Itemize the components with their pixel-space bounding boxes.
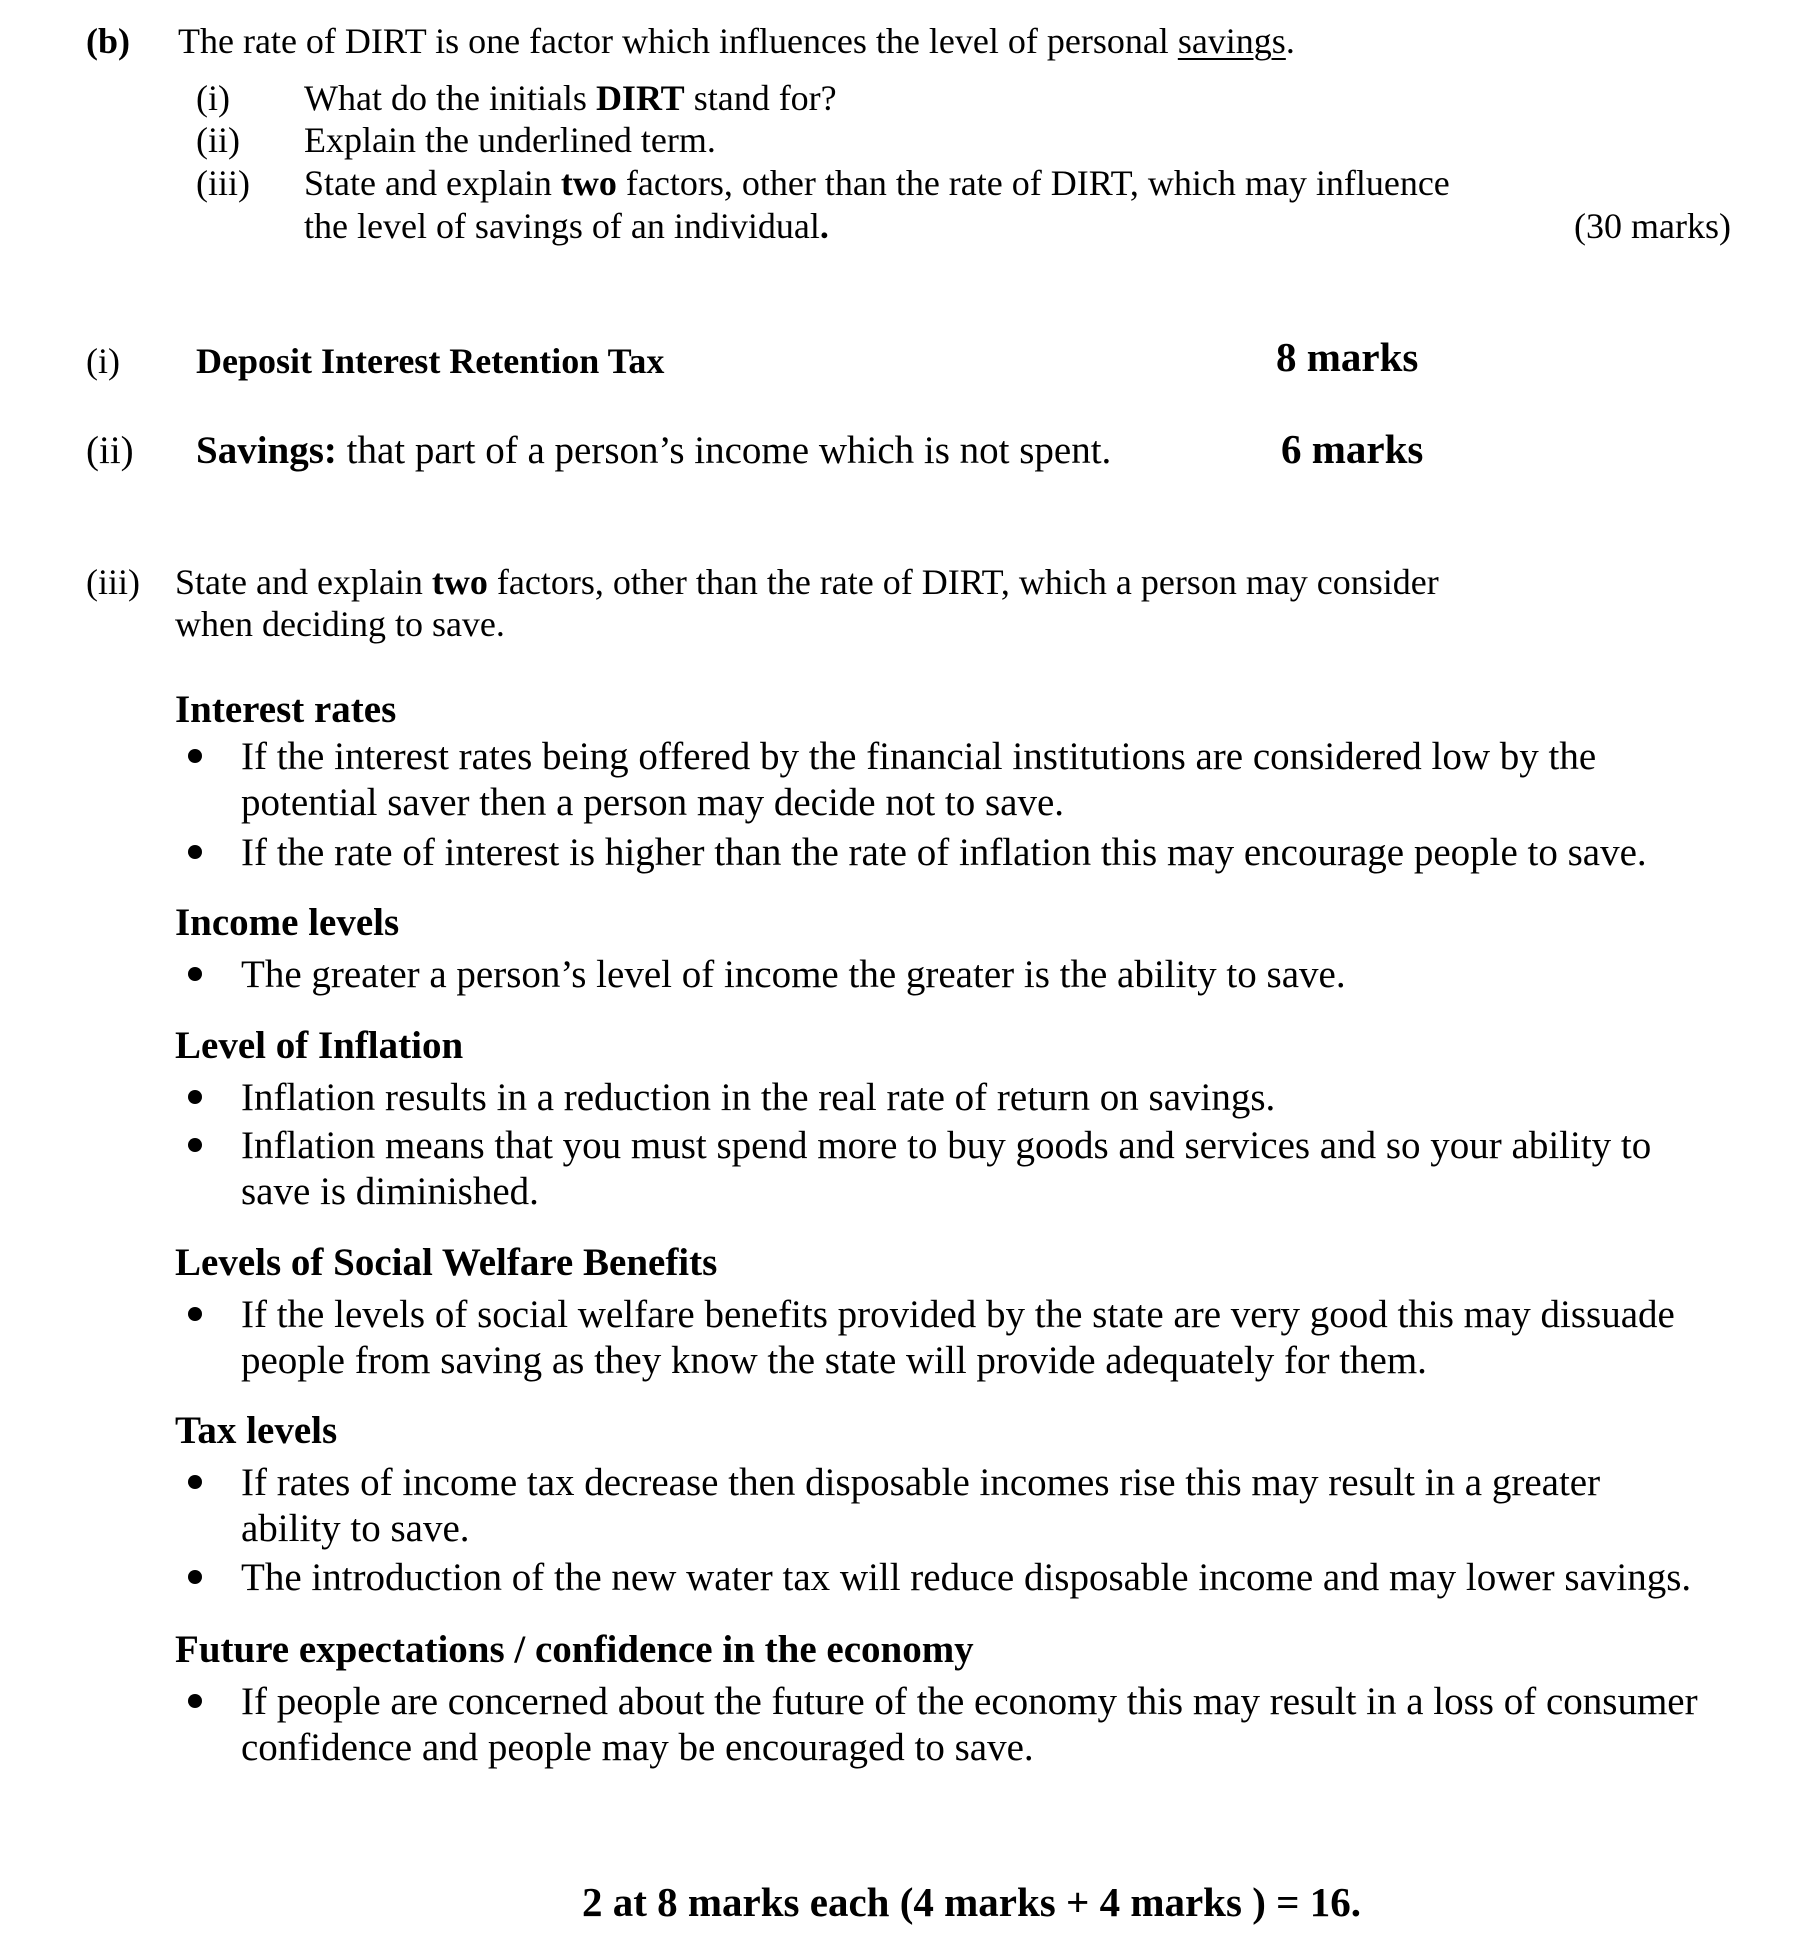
question-stem-pre: The rate of DIRT is one factor which influences the level of personal (178, 21, 1178, 61)
answer-i-number: (i) (86, 341, 120, 381)
answer-ii-text (196, 428, 1111, 473)
part-ii-text: Explain the underlined term. (304, 120, 716, 160)
answer-iii-number: (iii) (86, 562, 140, 602)
factor-bullet-text: Inflation means that you must spend more to buy goods and services and so your ability to (241, 1124, 1652, 1167)
marking-scheme: 2 at 8 marks each (4 marks + 4 marks ) = 16. (582, 1879, 1361, 1925)
bullet-icon (188, 1570, 202, 1584)
part-i-text (304, 77, 837, 119)
factor-heading: Tax levels (175, 1409, 338, 1452)
factor-bullet-text: If the interest rates being offered by the financial institutions are considered low by the (241, 735, 1597, 778)
bullet-icon (188, 1138, 202, 1152)
part-iii-number: (iii) (196, 163, 250, 203)
factor-bullet-text: Inflation results in a reduction in the real rate of return on savings. (241, 1076, 1276, 1119)
answer-i-text: Deposit Interest Retention Tax (196, 341, 665, 381)
part-iii-line2-text: the level of savings of an individual (304, 206, 820, 246)
factor-bullet-text: The introduction of the new water tax will reduce disposable income and may lower savings. (241, 1556, 1692, 1599)
factor-bullet-text: If the rate of interest is higher than the rate of inflation this may encourage people to save. (241, 831, 1647, 874)
bullet-icon (188, 749, 202, 763)
bullet-icon (188, 1694, 202, 1708)
part-ii-number: (ii) (196, 120, 240, 160)
part-iii-text (304, 162, 1450, 204)
answer-ii-marks: 6 marks (1281, 426, 1424, 472)
factor-bullet-text: people from saving as they know the state will provide adequately for them. (241, 1339, 1427, 1382)
part-i-bold: DIRT (595, 78, 685, 118)
part-iii-line2 (304, 205, 829, 247)
factor-heading: Income levels (175, 901, 400, 944)
factor-heading: Levels of Social Welfare Benefits (175, 1241, 718, 1284)
factor-bullet-text: If rates of income tax decrease then disposable incomes rise this may result in a greater (241, 1461, 1601, 1504)
factor-bullet-text: potential saver then a person may decide not to save. (241, 781, 1065, 824)
factor-bullet-text: save is diminished. (241, 1170, 539, 1213)
factor-bullet-text: If the levels of social welfare benefits provided by the state are very good this may dissuade (241, 1293, 1675, 1336)
part-iii-bold: two (560, 163, 617, 203)
bullet-icon (188, 1090, 202, 1104)
question-stem-post: . (1285, 21, 1295, 61)
answer-iii-line2: when deciding to save. (175, 604, 505, 644)
part-iii-line2-end: . (819, 206, 829, 246)
bullet-icon (188, 845, 202, 859)
answer-iii-post: factors, other than the rate of DIRT, which a person may consider (487, 562, 1439, 602)
question-stem (178, 20, 1295, 62)
part-iii-pre: State and explain (304, 163, 561, 203)
answer-ii-definition: that part of a person’s income which is not spent. (336, 429, 1112, 472)
answer-iii-text (175, 561, 1439, 603)
factor-bullet-text: The greater a person’s level of income the greater is the ability to save. (241, 953, 1346, 996)
answer-ii-term: Savings: (196, 429, 337, 472)
question-stem-underlined: savings (1177, 21, 1286, 61)
factor-bullet-text: If people are concerned about the future of the economy this may result in a loss of consumer (241, 1680, 1698, 1723)
answer-ii-number: (ii) (86, 429, 134, 472)
factor-bullet-text: confidence and people may be encouraged to save. (241, 1726, 1034, 1769)
part-i-number: (i) (196, 78, 230, 118)
bullet-icon (188, 1475, 202, 1489)
answer-iii-bold: two (431, 562, 488, 602)
part-iii-post: factors, other than the rate of DIRT, which may influence (616, 163, 1450, 203)
total-marks: (30 marks) (1574, 206, 1731, 246)
question-label: (b) (86, 21, 130, 61)
bullet-icon (188, 967, 202, 981)
factor-heading: Interest rates (175, 688, 397, 731)
bullet-icon (188, 1307, 202, 1321)
answer-i-marks: 8 marks (1276, 334, 1419, 380)
part-i-pre: What do the initials (304, 78, 596, 118)
factor-heading: Level of Inflation (175, 1024, 464, 1067)
factor-bullet-text: ability to save. (241, 1507, 470, 1550)
answer-iii-pre: State and explain (175, 562, 432, 602)
factor-heading: Future expectations / confidence in the economy (175, 1628, 974, 1671)
part-i-post: stand for? (684, 78, 837, 118)
